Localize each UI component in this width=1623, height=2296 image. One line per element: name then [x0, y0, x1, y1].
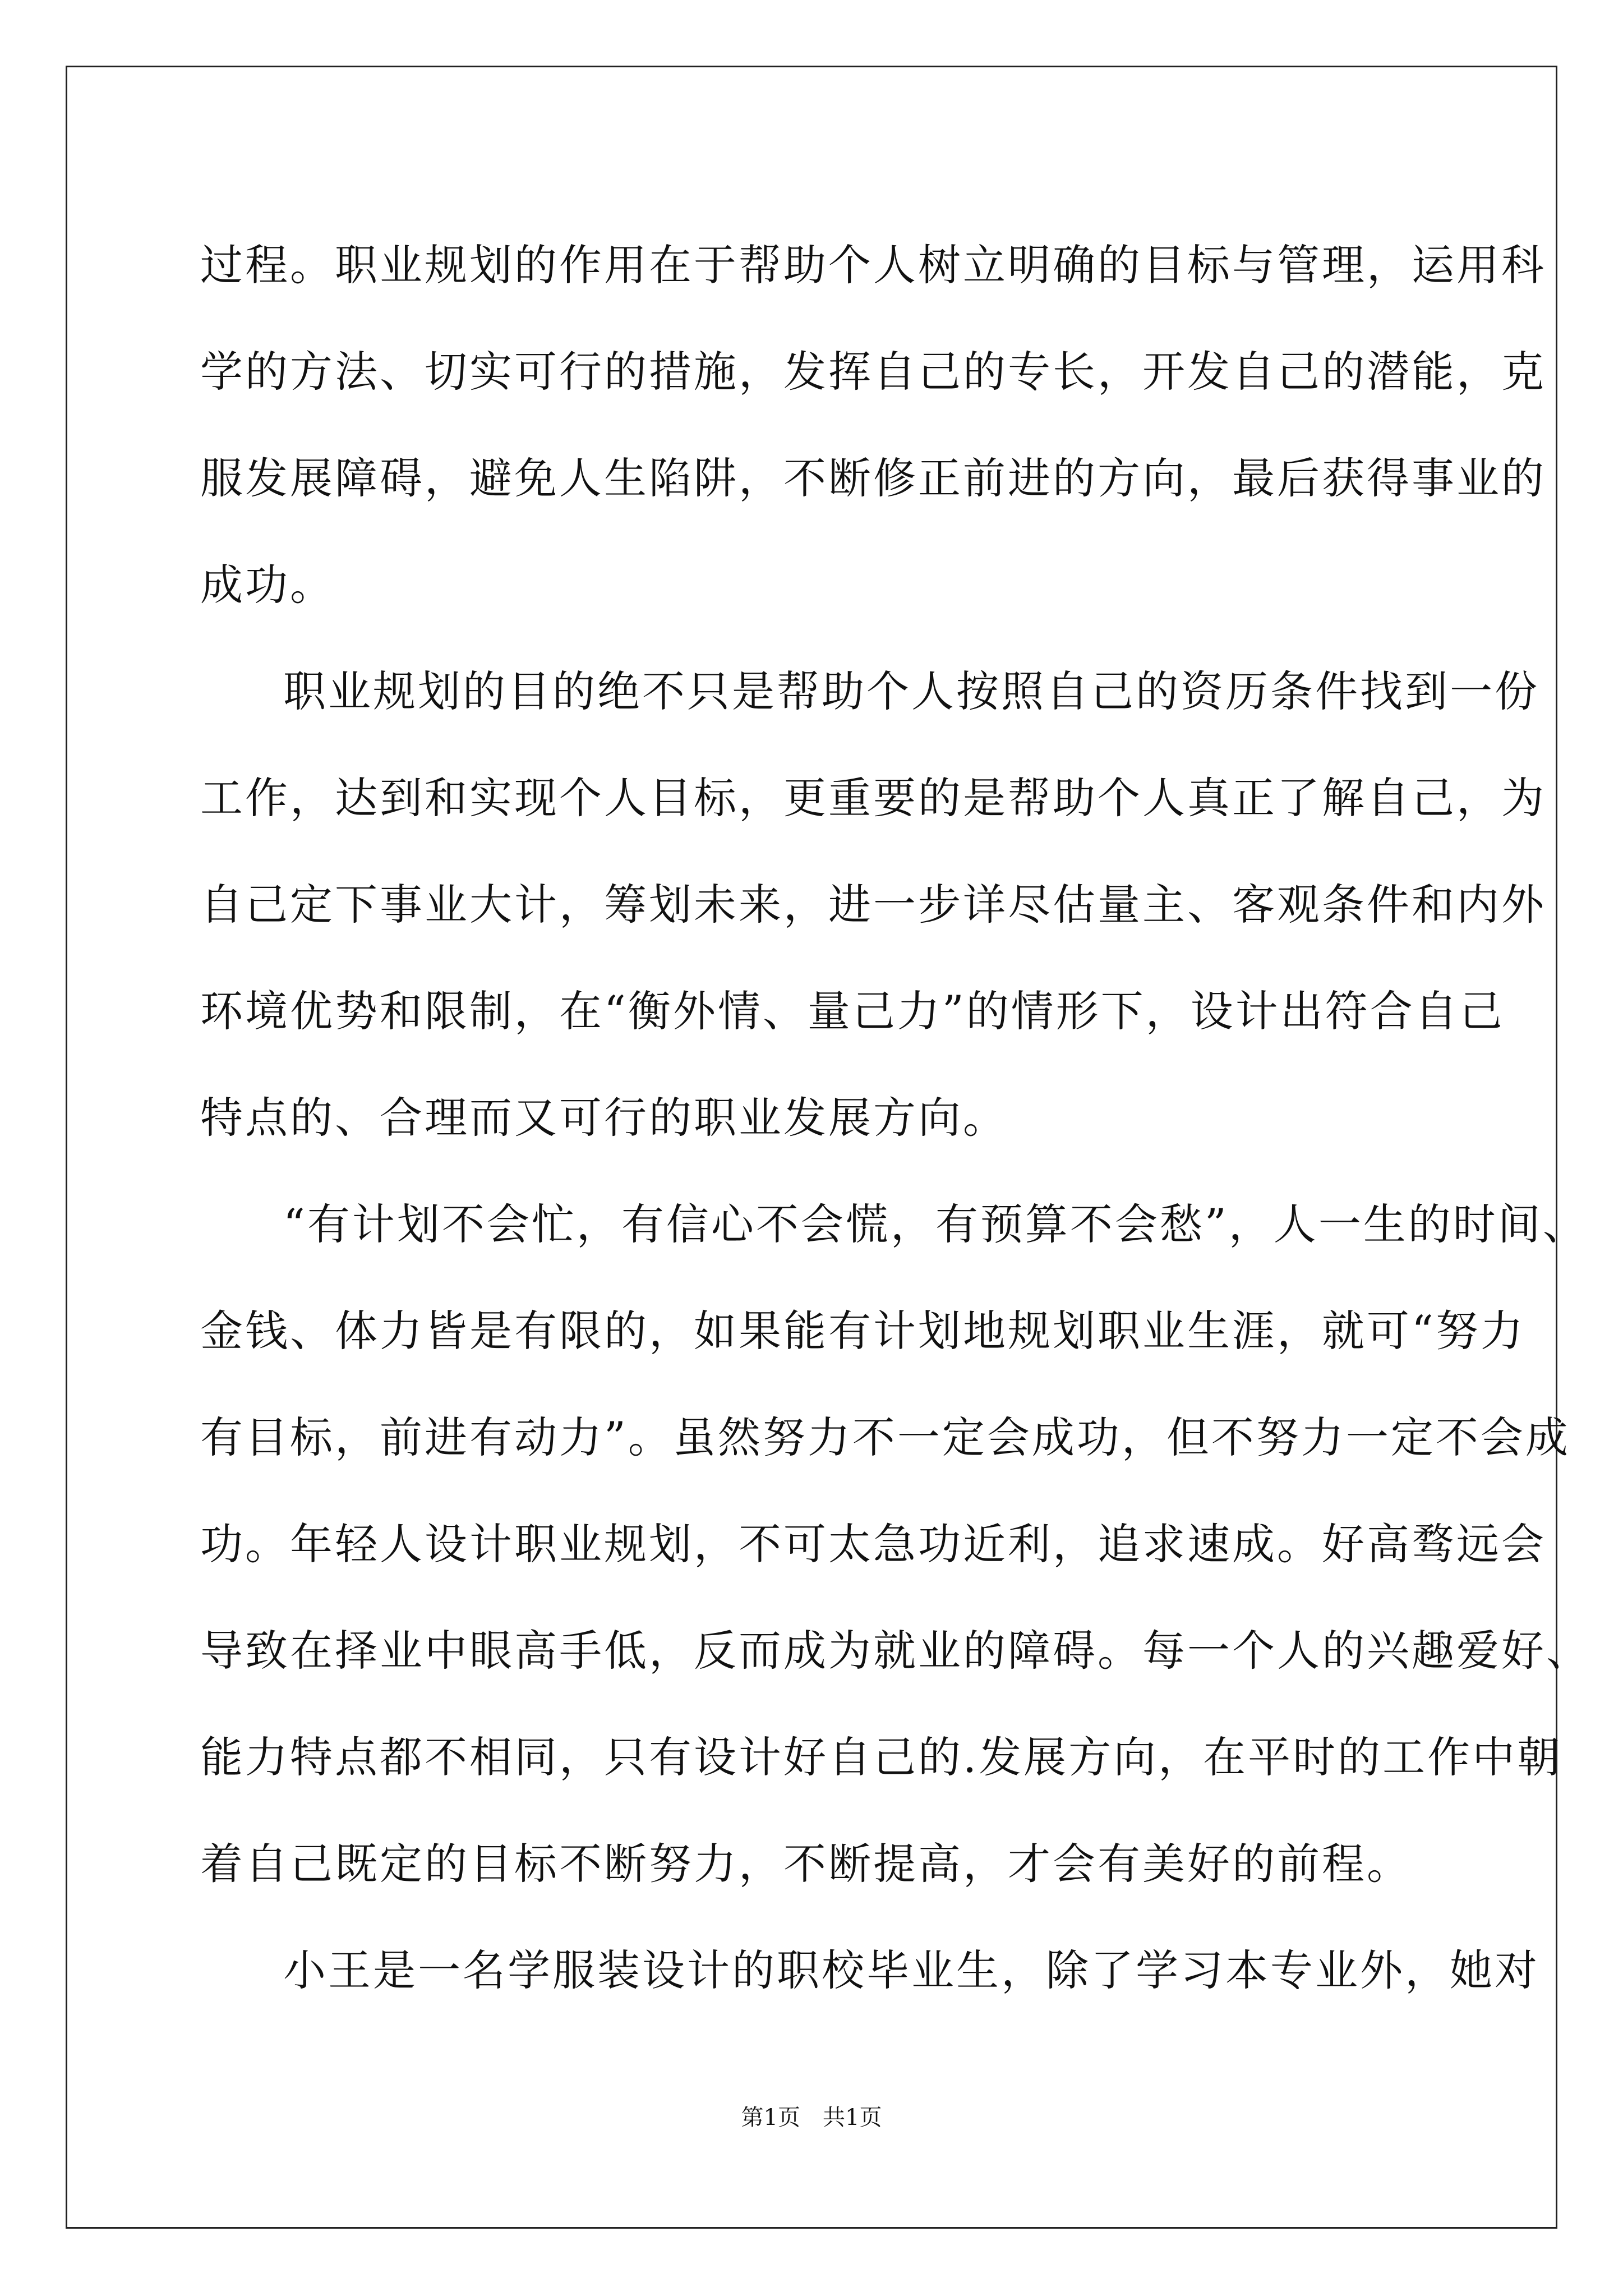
text-line: 功。年轻人设计职业规划，不可太急功近利，追求速成。好高骛远会: [200, 1519, 1546, 1569]
text-line: 成功。: [200, 560, 335, 610]
text-line: 学的方法、切实可行的措施，发挥自己的专长，开发自己的潜能，克: [200, 347, 1546, 397]
document-body: [200, 212, 1591, 2024]
text-line: 着自己既定的目标不断努力，不断提高，才会有美好的前程。: [200, 1839, 1412, 1889]
text-line: 过程。职业规划的作用在于帮助个人树立明确的目标与管理，运用科: [200, 240, 1546, 290]
page-number-footer: 第1页 共1页: [741, 2105, 882, 2131]
paragraph-first-line: 小王是一名学服装设计的职校毕业生，除了学习本专业外，她对: [283, 1945, 1539, 1995]
paragraph-first-line: “有计划不会忙，有信心不会慌，有预算不会愁”，人一生的时间、: [283, 1199, 1588, 1249]
text-line: 金钱、体力皆是有限的，如果能有计划地规划职业生涯，就可“努力: [200, 1306, 1525, 1356]
text-line: 服发展障碍，避免人生陷阱，不断修正前进的方向，最后获得事业的: [200, 453, 1546, 503]
text-line: 自己定下事业大计，筹划未来，进一步详尽估量主、客观条件和内外: [200, 880, 1546, 930]
text-line: 有目标，前进有动力”。虽然努力不一定会成功，但不努力一定不会成: [200, 1412, 1570, 1462]
text-line: 导致在择业中眼高手低，反而成为就业的障碍。每一个人的兴趣爱好、: [200, 1626, 1591, 1676]
paragraph-first-line: 职业规划的目的绝不只是帮助个人按照自己的资历条件找到一份: [283, 666, 1539, 716]
text-line: 能力特点都不相同，只有设计好自己的.发展方向，在平时的工作中朝: [200, 1732, 1562, 1782]
text-line: 工作，达到和实现个人目标，更重要的是帮助个人真正了解自己，为: [200, 773, 1546, 823]
text-line: 环境优势和限制，在“衡外情、量己力”的情形下，设计出符合自己: [200, 986, 1505, 1036]
text-line: 特点的、合理而又可行的职业发展方向。: [200, 1093, 1008, 1143]
